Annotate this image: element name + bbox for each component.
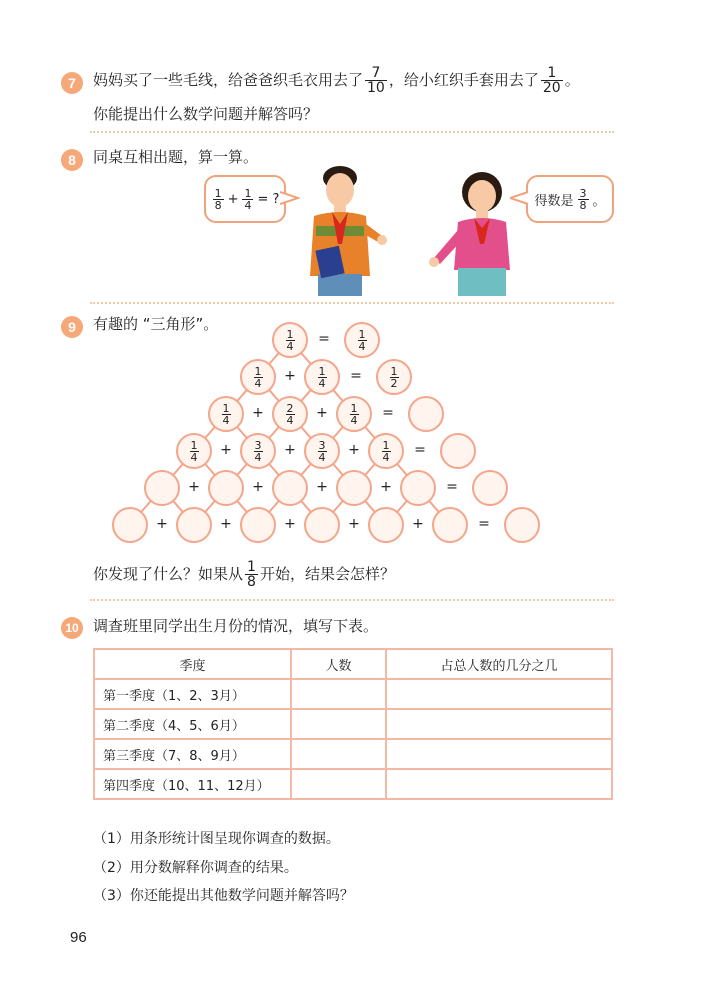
fraction: $\frac{1}{20}$: [542, 65, 561, 96]
q9-question-b: 开始，结果会怎样？: [259, 565, 395, 583]
triangle-cell: [176, 433, 212, 469]
plus-sign: +: [348, 516, 360, 532]
q8-text: 同桌互相出题，算一算。: [93, 148, 259, 166]
plus-sign: +: [227, 191, 239, 207]
bubble-prefix: 得数是: [534, 193, 574, 209]
triangle-cell: [240, 433, 276, 469]
bubble-tail-text: = ?: [257, 191, 280, 207]
result-cell[interactable]: [472, 470, 508, 506]
row-label: 第一季度（1、2、3月）: [94, 679, 291, 709]
triangle-cell: [304, 433, 340, 469]
fraction: $\frac{1}{4}$: [286, 327, 294, 353]
table-row: [94, 679, 612, 709]
triangle-cell: [272, 322, 308, 358]
plus-sign: +: [412, 516, 424, 532]
plus-sign: +: [284, 516, 296, 532]
question-number-9: 9: [61, 316, 83, 338]
fraction: $\frac{3}{8}$: [579, 186, 587, 212]
row-label: 第二季度（4、5、6月）: [94, 709, 291, 739]
plus-sign: +: [316, 479, 328, 495]
result-cell[interactable]: [440, 433, 476, 469]
table-header: 占总人数的几分之几: [386, 649, 612, 679]
triangle-cell[interactable]: [368, 507, 404, 543]
task-3: （3）你还能提出其他数学问题并解答吗？: [93, 888, 354, 904]
plus-sign: +: [316, 405, 328, 421]
q9-question-a: 你发现了什么？如果从: [93, 565, 244, 583]
fraction-cell[interactable]: [386, 769, 612, 799]
fraction: $\frac{1}{4}$: [190, 438, 198, 464]
fraction: $\frac{2}{4}$: [286, 401, 294, 427]
fraction: $\frac{1}{4}$: [318, 364, 326, 390]
equals-sign: =: [446, 479, 458, 495]
plus-sign: +: [220, 442, 232, 458]
fraction: $\frac{1}{4}$: [350, 401, 358, 427]
triangle-cell[interactable]: [112, 507, 148, 543]
q7-line-2: 你能提出什么数学问题并解答吗？: [93, 105, 319, 123]
triangle-cell[interactable]: [240, 507, 276, 543]
table-row: [94, 739, 612, 769]
fraction-cell[interactable]: [386, 709, 612, 739]
q9-question: [93, 560, 395, 589]
fraction: $\frac{1}{4}$: [254, 364, 262, 390]
triangle-cell: [304, 359, 340, 395]
bubble-suffix: 。: [592, 193, 606, 209]
plus-sign: +: [252, 405, 264, 421]
fraction: $\frac{1}{8}$: [247, 559, 256, 590]
q9-text: 有趣的 “三角形”。: [93, 315, 219, 333]
fraction: $\frac{1}{4}$: [358, 327, 366, 353]
result-cell[interactable]: [408, 396, 444, 432]
task-1: （1）用条形统计图呈现你调查的数据。: [93, 831, 340, 847]
triangle-cell: [368, 433, 404, 469]
fraction: $\frac{1}{4}$: [382, 438, 390, 464]
equals-sign: =: [478, 516, 490, 532]
triangle-cell[interactable]: [208, 470, 244, 506]
plus-sign: +: [284, 442, 296, 458]
equals-sign: =: [414, 442, 426, 458]
fraction: $\frac{1}{2}$: [390, 364, 398, 390]
question-number-10: 10: [61, 617, 83, 639]
result-cell: [376, 359, 412, 395]
q7-text-a: 妈妈买了一些毛线，给爸爸织毛衣用去了: [93, 71, 364, 89]
plus-sign: +: [188, 479, 200, 495]
triangle-cell[interactable]: [144, 470, 180, 506]
result-cell[interactable]: [504, 507, 540, 543]
triangle-cell[interactable]: [400, 470, 436, 506]
question-number-7: 7: [61, 72, 83, 94]
row-label: 第四季度（10、11、12月）: [94, 769, 291, 799]
q7-text-b: ，给小红织手套用去了: [388, 71, 539, 89]
triangle-cell: [272, 396, 308, 432]
count-cell[interactable]: [291, 709, 386, 739]
triangle-cell[interactable]: [432, 507, 468, 543]
plus-sign: +: [156, 516, 168, 532]
plus-sign: +: [220, 516, 232, 532]
fraction: $\frac{3}{4}$: [254, 438, 262, 464]
triangle-cell[interactable]: [176, 507, 212, 543]
count-cell[interactable]: [291, 679, 386, 709]
plus-sign: +: [252, 479, 264, 495]
survey-table: [93, 648, 613, 800]
triangle-cell: [208, 396, 244, 432]
result-cell: [344, 322, 380, 358]
q10-text: 调查班里同学出生月份的情况，填写下表。: [93, 617, 379, 635]
table-row: [94, 769, 612, 799]
question-number-8: 8: [61, 149, 83, 171]
fraction: $\frac{3}{4}$: [318, 438, 326, 464]
page-number: 96: [70, 929, 87, 946]
count-cell[interactable]: [291, 769, 386, 799]
table-header-row: [94, 649, 612, 679]
triangle-cell[interactable]: [304, 507, 340, 543]
equals-sign: =: [318, 331, 330, 347]
equals-sign: =: [382, 405, 394, 421]
count-cell[interactable]: [291, 739, 386, 769]
task-2: （2）用分数解释你调查的结果。: [93, 860, 298, 876]
plus-sign: +: [348, 442, 360, 458]
plus-sign: +: [284, 368, 296, 384]
fraction-cell[interactable]: [386, 739, 612, 769]
row-label: 第三季度（7、8、9月）: [94, 739, 291, 769]
fraction: $\frac{1}{4}$: [222, 401, 230, 427]
table-header: 季度: [94, 649, 291, 679]
triangle-cell: [240, 359, 276, 395]
fraction: $\frac{7}{10}$: [367, 65, 385, 96]
q7-text-c: 。: [564, 71, 580, 89]
triangle-cell: [336, 396, 372, 432]
triangle-cell[interactable]: [272, 470, 308, 506]
plus-sign: +: [380, 479, 392, 495]
equals-sign: =: [350, 368, 362, 384]
fraction-cell[interactable]: [386, 679, 612, 709]
divider: [90, 599, 614, 601]
fraction: $\frac{1}{4}$: [244, 186, 252, 212]
table-row: [94, 709, 612, 739]
fraction: $\frac{1}{8}$: [214, 186, 222, 212]
triangle-cell[interactable]: [336, 470, 372, 506]
table-header: 人数: [291, 649, 386, 679]
